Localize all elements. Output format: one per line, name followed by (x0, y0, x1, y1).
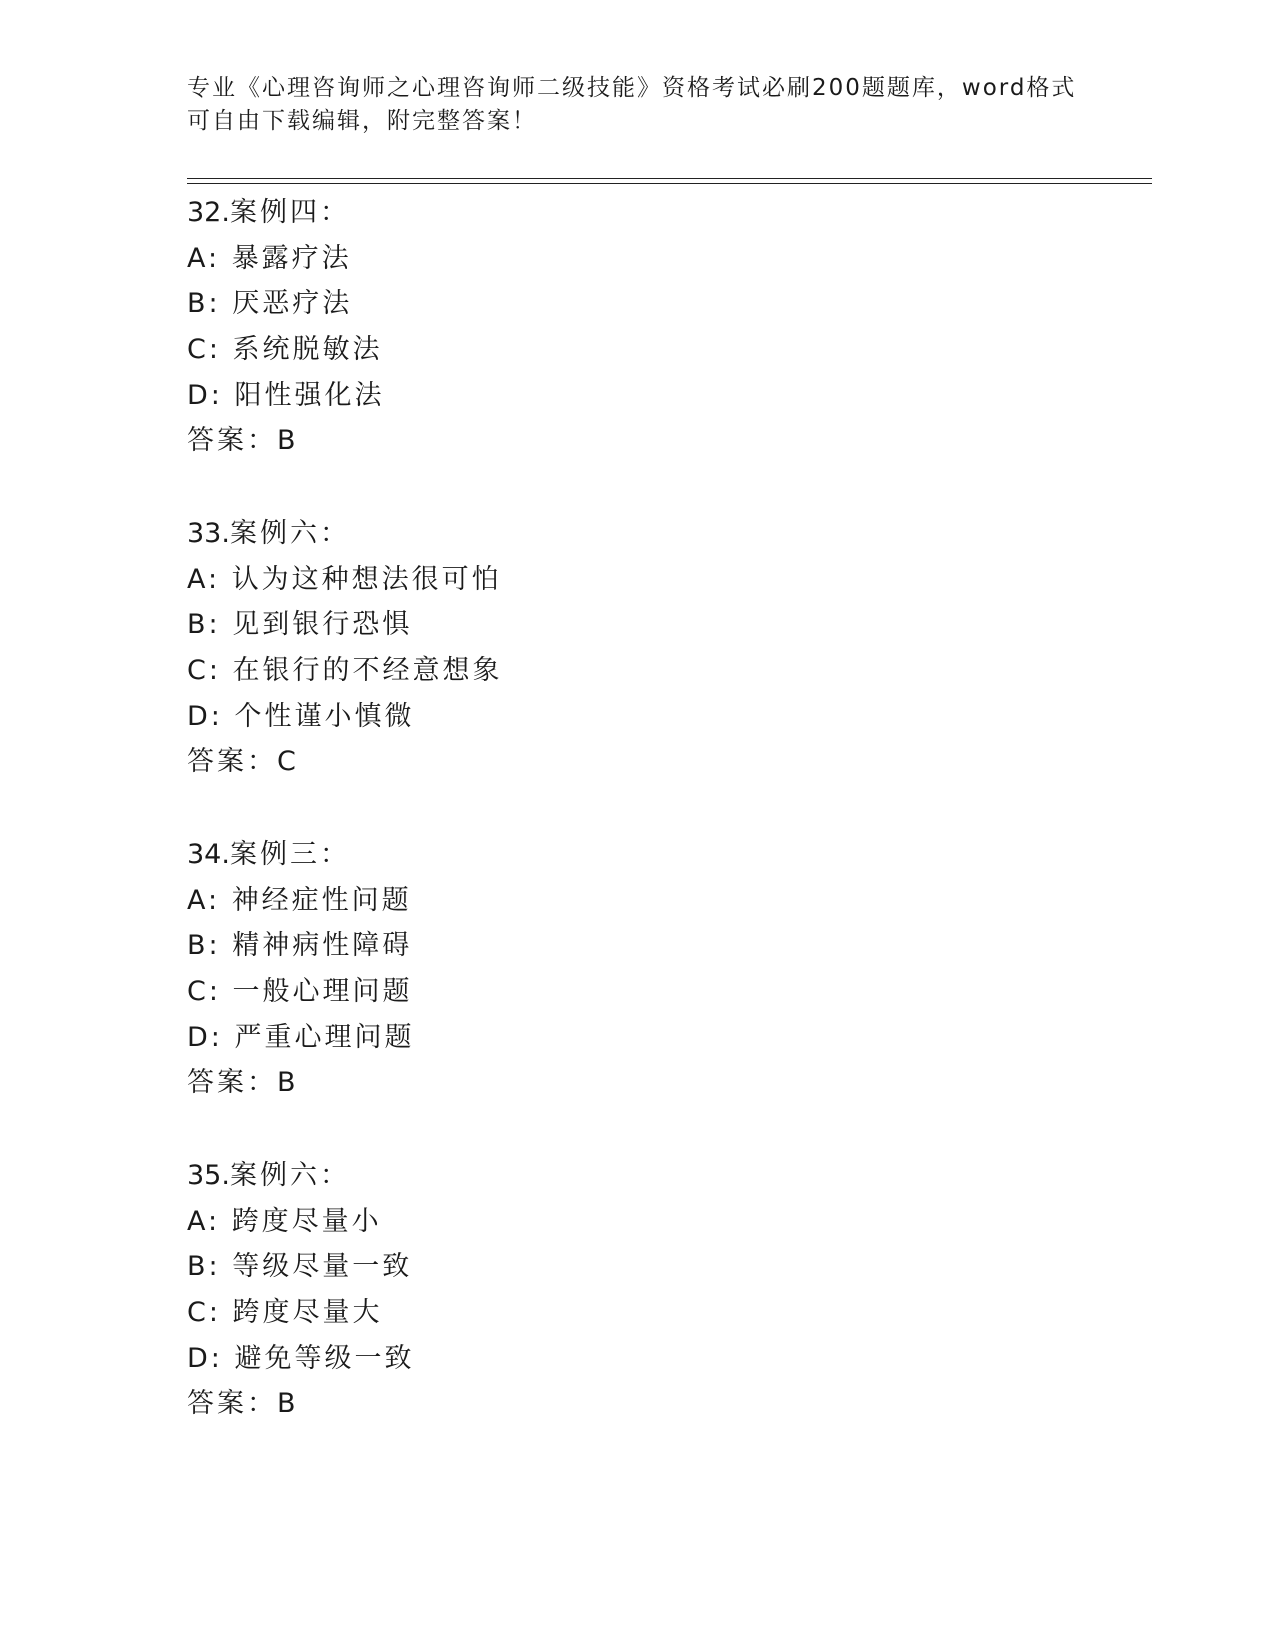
option-letter: D: (187, 700, 223, 732)
option-letter: C: (187, 334, 221, 366)
option-letter: B: (187, 288, 221, 320)
header-divider-top (187, 178, 1152, 179)
option-c (187, 327, 1087, 373)
option-text: 跨度尽量大 (232, 1297, 383, 1329)
option-c (187, 1290, 1087, 1336)
option-letter: C: (187, 976, 221, 1008)
option-text: 系统脱敏法 (232, 334, 383, 366)
option-letter: D: (187, 379, 223, 411)
option-text: 个性谨小慎微 (234, 700, 415, 732)
option-letter: B: (187, 609, 221, 641)
option-letter: A: (187, 884, 221, 916)
answer-line: 答案：B (187, 1388, 299, 1420)
option-c (187, 969, 1087, 1015)
option-a (187, 1199, 1087, 1245)
header-divider-bottom (187, 183, 1152, 184)
question-number: 35. (187, 1160, 230, 1191)
option-text: 严重心理问题 (234, 1021, 415, 1053)
option-d (187, 694, 1087, 740)
question-33 (187, 511, 1087, 832)
option-text: 暴露疗法 (231, 242, 352, 274)
question-stem (187, 190, 1087, 236)
option-text: 精神病性障碍 (232, 930, 413, 962)
option-b (187, 281, 1087, 327)
option-letter: D: (187, 1342, 223, 1374)
question-list (187, 190, 1087, 1474)
question-stem-text: 案例三： (229, 839, 350, 870)
option-d (187, 1015, 1087, 1061)
question-stem (187, 832, 1087, 878)
option-text: 跨度尽量小 (231, 1205, 382, 1237)
option-b (187, 1244, 1087, 1290)
option-text: 厌恶疗法 (232, 288, 353, 320)
option-text: 见到银行恐惧 (232, 609, 413, 641)
option-letter: A: (187, 1205, 221, 1237)
option-a (187, 236, 1087, 282)
option-text: 在银行的不经意想象 (232, 655, 503, 687)
option-b (187, 602, 1087, 648)
question-stem-text: 案例四： (229, 197, 350, 228)
question-stem-text: 案例六： (229, 1160, 350, 1191)
question-32 (187, 190, 1087, 511)
option-letter: B: (187, 930, 221, 962)
question-34 (187, 832, 1087, 1153)
question-number: 34. (187, 839, 230, 870)
option-text: 等级尽量一致 (232, 1251, 413, 1283)
option-letter: A: (187, 242, 221, 274)
option-letter: A: (187, 563, 221, 595)
answer-line: 答案：B (187, 1067, 299, 1099)
question-stem (187, 511, 1087, 557)
question-35 (187, 1153, 1087, 1474)
option-d (187, 1336, 1087, 1382)
option-c (187, 648, 1087, 694)
option-a (187, 878, 1087, 924)
option-letter: C: (187, 1297, 221, 1329)
header-line-2: 可自由下载编辑，附完整答案！ (187, 108, 537, 134)
question-stem-text: 案例六： (229, 518, 350, 549)
header-line-1: 专业《心理咨询师之心理咨询师二级技能》资格考试必刷200题题库，word格式 (187, 75, 1077, 101)
question-number: 33. (187, 518, 230, 549)
option-text: 一般心理问题 (232, 976, 413, 1008)
question-stem (187, 1153, 1087, 1199)
option-text: 认为这种想法很可怕 (231, 563, 502, 595)
question-number: 32. (187, 197, 230, 228)
option-b (187, 923, 1087, 969)
option-d (187, 373, 1087, 419)
option-text: 避免等级一致 (234, 1342, 415, 1374)
answer-line: 答案：B (187, 425, 299, 457)
option-letter: B: (187, 1251, 221, 1283)
option-letter: C: (187, 655, 221, 687)
answer-line: 答案：C (187, 746, 299, 778)
document-header (187, 72, 1077, 138)
option-a (187, 557, 1087, 603)
option-text: 阳性强化法 (234, 379, 385, 411)
option-letter: D: (187, 1021, 223, 1053)
option-text: 神经症性问题 (231, 884, 412, 916)
